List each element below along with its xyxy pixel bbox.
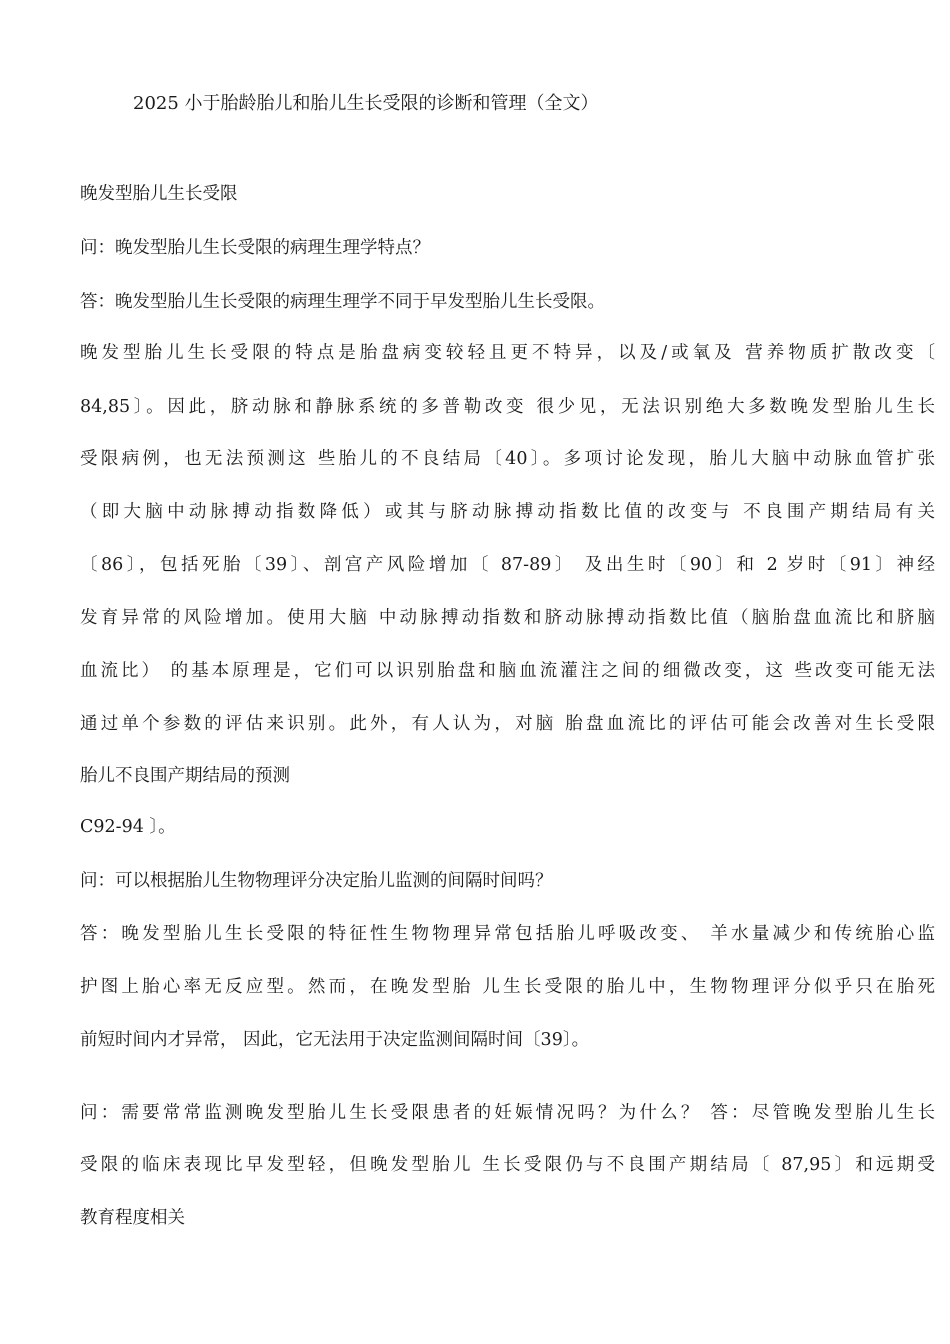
paragraph-line: 通过单个参数的评估来识别。此外，有人认为，对脑 胎盘血流比的评估可能会改善对生长受限 — [80, 714, 935, 734]
paragraph-line: 84,85〕。因此，脐动脉和静脉系统的多普勒改变 很少见，无法识别绝大多数晚发型胎儿生长 — [80, 397, 935, 417]
answer-2-line: 答：晚发型胎儿生长受限的特征性生物物理异常包括胎儿呼吸改变、 羊水量减少和传统胎心监 — [80, 924, 935, 944]
question-2: 问：可以根据胎儿生物物理评分决定胎儿监测的间隔时间吗？ — [80, 871, 553, 891]
paragraph-line: 晚发型胎儿生长受限的特点是胎盘病变较轻且更不特异，以及/或氧及 营养物质扩散改变〔 — [80, 343, 935, 363]
paragraph-line: C92-94 〕。 — [80, 817, 176, 837]
question-3-line: 问：需要常常监测晚发型胎儿生长受限患者的妊娠情况吗？为什么？ 答：尽管晚发型胎儿生长 — [80, 1103, 935, 1123]
paragraph-line: （即大脑中动脉搏动指数降低）或其与脐动脉搏动指数比值的改变与 不良围产期结局有关 — [80, 502, 935, 522]
paragraph-line: 胎儿不良围产期结局的预测 — [80, 766, 290, 786]
document-title: 2025 小于胎龄胎儿和胎儿生长受限的诊断和管理（全文） — [133, 93, 599, 114]
question-3-line: 受限的临床表现比早发型轻，但晚发型胎儿 生长受限仍与不良围产期结局〔 87,95〕和远期受 — [80, 1155, 935, 1175]
paragraph-line: 受限病例，也无法预测这 些胎儿的不良结局〔40〕。多项讨论发现，胎儿大脑中动脉血管扩张 — [80, 449, 935, 469]
answer-2-line: 护图上胎心率无反应型。然而，在晚发型胎 儿生长受限的胎儿中，生物物理评分似乎只在胎死 — [80, 977, 935, 997]
paragraph-line: 发育异常的风险增加。使用大脑 中动脉搏动指数和脐动脉搏动指数比值（脑胎盘血流比和脐脑 — [80, 608, 935, 628]
question-1: 问：晚发型胎儿生长受限的病理生理学特点？ — [80, 238, 430, 258]
paragraph-line: 〔86〕，包括死胎〔39〕、剖宫产风险增加〔 87-89〕 及出生时〔90〕和 2 岁时〔91〕神经 — [80, 555, 935, 575]
question-3-line: 教育程度相关 — [80, 1208, 185, 1228]
paragraph-line: 血流比） 的基本原理是，它们可以识别胎盘和脑血流灌注之间的细微改变，这 些改变可能无法 — [80, 661, 935, 681]
answer-1: 答：晚发型胎儿生长受限的病理生理学不同于早发型胎儿生长受限。 — [80, 292, 605, 312]
answer-2-line: 前短时间内才异常， 因此，它无法用于决定监测间隔时间〔39〕。 — [80, 1030, 590, 1050]
section-heading: 晚发型胎儿生长受限 — [80, 184, 238, 204]
